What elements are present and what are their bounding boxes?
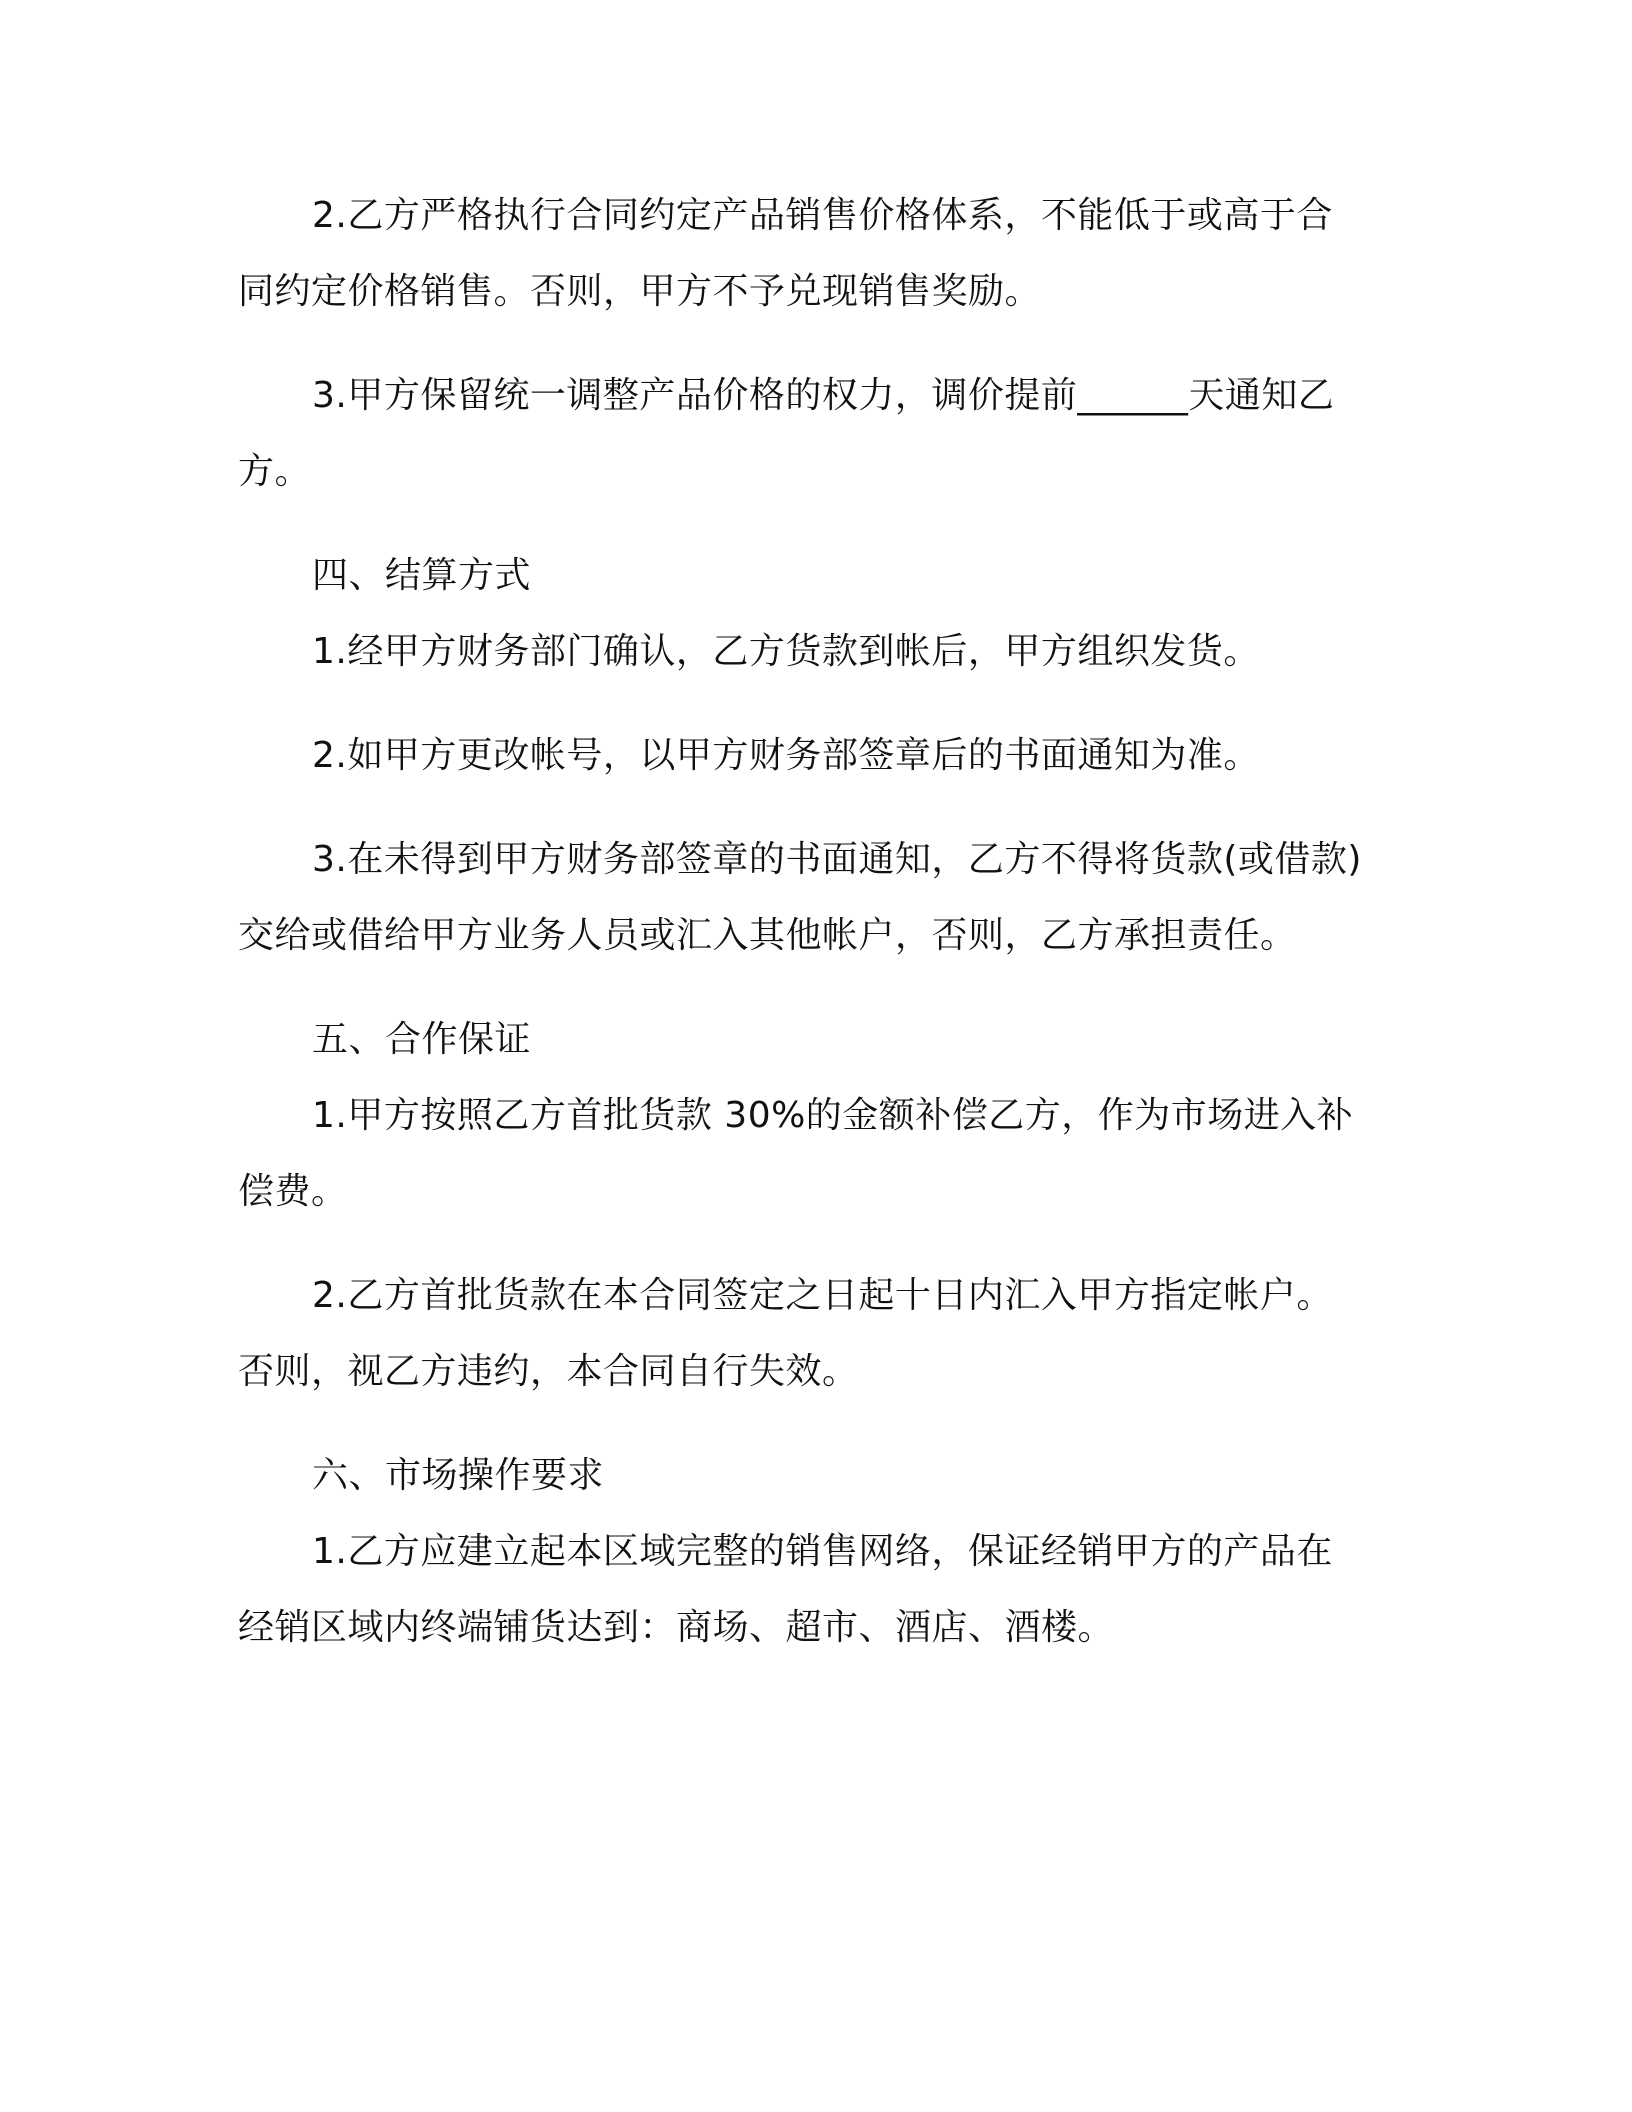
- paragraph-guarantee-1: 1.甲方按照乙方首批货款 30%的金额补偿乙方，作为市场进入补偿费。: [238, 1095, 1354, 1212]
- paragraph-price-system: 2.乙方严格执行合同约定产品销售价格体系，不能低于或高于合同约定价格销售。否则，甲方不予兑现销售奖励。: [238, 195, 1333, 312]
- paragraph-settlement-1: 1.经甲方财务部门确认，乙方货款到帐后，甲方组织发货。: [312, 631, 1260, 672]
- paragraph-settlement-3: 3.在未得到甲方财务部签章的书面通知，乙方不得将货款(或借款)交给或借给甲方业务人员或汇入其他帐户，否则，乙方承担责任。: [238, 839, 1362, 956]
- section-heading-guarantee: 五、合作保证: [312, 1019, 532, 1060]
- document-page: [238, 178, 1368, 1666]
- paragraph-settlement-2: 2.如甲方更改帐号，以甲方财务部签章后的书面通知为准。: [312, 735, 1260, 776]
- section-heading-market-ops: 六、市场操作要求: [312, 1455, 605, 1496]
- paragraph-price-adjustment: 3.甲方保留统一调整产品价格的权力，调价提前______天通知乙方。: [238, 375, 1335, 492]
- section-heading-settlement: 四、结算方式: [312, 555, 532, 596]
- paragraph-guarantee-2: 2.乙方首批货款在本合同签定之日起十日内汇入甲方指定帐户。否则，视乙方违约，本合同自行失效。: [238, 1275, 1333, 1392]
- paragraph-market-ops-1: 1.乙方应建立起本区域完整的销售网络，保证经销甲方的产品在经销区域内终端铺货达到：商场、超市、酒店、酒楼。: [238, 1531, 1333, 1648]
